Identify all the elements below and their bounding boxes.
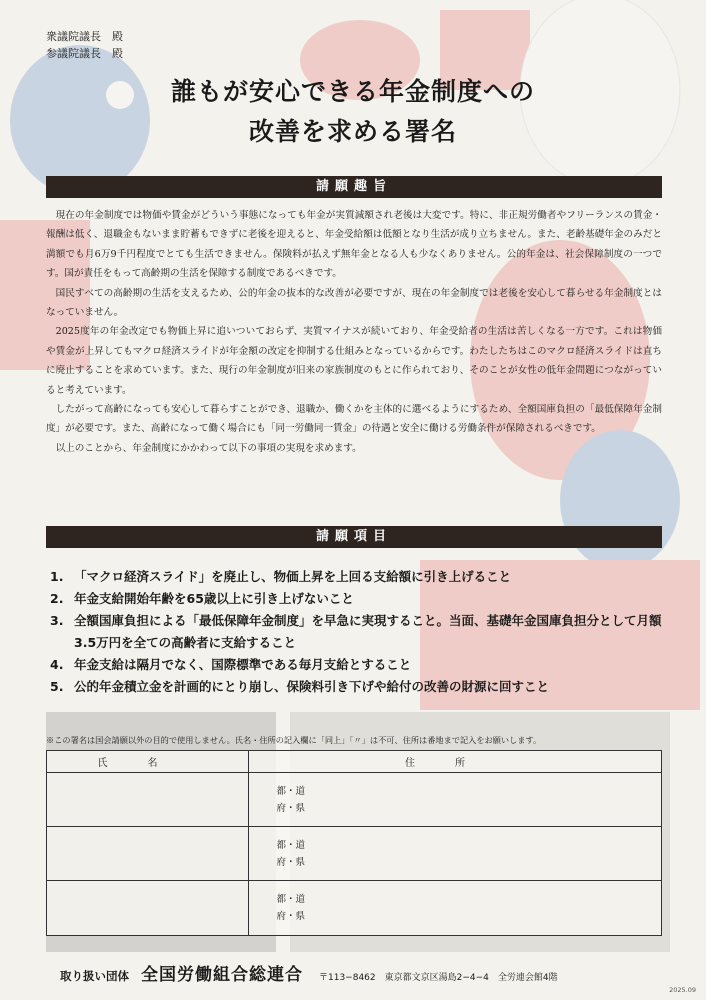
signature-table	[46, 750, 662, 936]
petition-item	[50, 610, 670, 654]
prefecture-label: 都・道 府・県	[276, 839, 305, 868]
addressees	[46, 28, 123, 62]
petition-item	[50, 654, 670, 676]
prefecture-label: 都・道 府・県	[276, 785, 305, 814]
item-text: 「マクロ経済スライド」を廃止し、物価上昇を上回る支給額に引き上げること	[74, 569, 512, 584]
petition-item	[50, 566, 670, 588]
organization-name: 全国労働組合総連合	[141, 965, 303, 985]
address-column-header: 住所	[405, 758, 505, 769]
signature-row	[47, 881, 661, 935]
item-number: 3.	[50, 613, 64, 628]
item-text: 公的年金積立金を計画的にとり崩し、保険料引き下げや給付の改善の財源に回すこと	[74, 679, 550, 694]
petition-item	[50, 676, 670, 698]
item-text: 全額国庫負担による「最低保障年金制度」を早急に実現すること。当面、基礎年金国庫負担分として月額3.5万円を全ての高齢者に支給すること	[74, 613, 662, 650]
name-field[interactable]	[47, 881, 249, 935]
purpose-paragraph: したがって高齢になっても安心して暮らすことができ、退職か、働くかを主体的に選べるようにするため、全額国庫負担の「最低保障年金制度」が必要です。また、高齢になって働く場合にも「同一労働同一賃金」の待遇と安全に働ける労働条件が保障されるべきです。	[46, 404, 662, 435]
item-number: 4.	[50, 657, 64, 672]
signature-row	[47, 773, 661, 827]
address-field[interactable]	[315, 773, 661, 826]
prefecture-label: 都・道 府・県	[276, 894, 305, 922]
signature-table-header	[47, 751, 661, 773]
items-heading: 請願項目	[46, 526, 662, 548]
item-number: 2.	[50, 591, 64, 606]
page-title	[0, 72, 706, 152]
organization-address: 〒113−8462 東京都文京区湯島2−4−4 全労連会館4階	[319, 973, 558, 983]
purpose-text	[46, 206, 662, 458]
item-text: 年金支給開始年齢を65歳以上に引き上げないこと	[74, 591, 354, 606]
petition-item	[50, 588, 670, 610]
footer	[60, 960, 558, 985]
purpose-paragraph: 国民すべての高齢期の生活を支えるため、公的年金の抜本的な改善が必要ですが、現在の年金制度では老後を安心して暮らせる年金制度とはなっていません。	[46, 287, 662, 319]
addressee-upper-house: 参議院議長 殿	[46, 47, 123, 60]
print-code: 2025.09	[669, 986, 696, 994]
petition-items	[50, 566, 670, 698]
usage-note: ※この署名は国会請願以外の目的で使用しません。氏名・住所の記入欄に「同上」「〃」は不可、住所は番地まで記入をお願いします。	[46, 735, 542, 745]
title-line-1: 誰もが安心できる年金制度への	[170, 77, 535, 106]
purpose-paragraph: 2025度年の年金改定でも物価上昇に追いついておらず、実質マイナスが続いており、年金受給者の生活は苦しくなる一方です。これは物価や賃金が上昇してもマクロ経済スライドが年金額の改定を抑制する仕組みとなっているからです。わたしたちはこのマクロ経済スライドは直ちに廃止することを求めています。また、現行の年金制度が旧来の家族制度のもとに作られており、そのことが女性の低年金問題につながっていると考えています。	[46, 326, 662, 396]
purpose-heading: 請願趣旨	[46, 176, 662, 198]
purpose-paragraph: 現在の年金制度では物価や賃金がどういう事態になっても年金が実質減額され老後は大変です。特に、非正規労働者やフリーランスの賃金・報酬は低く、退職金もないまま貯蓄もできずに老後を迎えると、年金受給額は低額となり生活が成り立ちません。また、老齢基礎年金のみだと満額でも月6万9千円程度でとても生活できません。保険料が払えず無年金となる人も少なくありません。公的年金は、社会保障制度の一つです。国が責任をもって高齢期の生活を保障する制度であるべきです。	[46, 210, 662, 280]
address-field[interactable]	[315, 881, 661, 935]
item-text: 年金支給は隔月でなく、国際標準である毎月支給とすること	[74, 657, 412, 672]
purpose-paragraph: 以上のことから、年金制度にかかわって以下の事項の実現を求めます。	[55, 442, 362, 454]
item-number: 1.	[50, 569, 64, 584]
handler-label: 取り扱い団体	[60, 969, 129, 983]
item-number: 5.	[50, 679, 64, 694]
name-column-header: 氏名	[47, 751, 249, 772]
name-field[interactable]	[47, 827, 249, 880]
addressee-lower-house: 衆議院議長 殿	[46, 30, 123, 43]
address-field[interactable]	[315, 827, 661, 880]
signature-row	[47, 827, 661, 881]
name-field[interactable]	[47, 773, 249, 826]
title-line-2: 改善を求める署名	[248, 117, 457, 146]
